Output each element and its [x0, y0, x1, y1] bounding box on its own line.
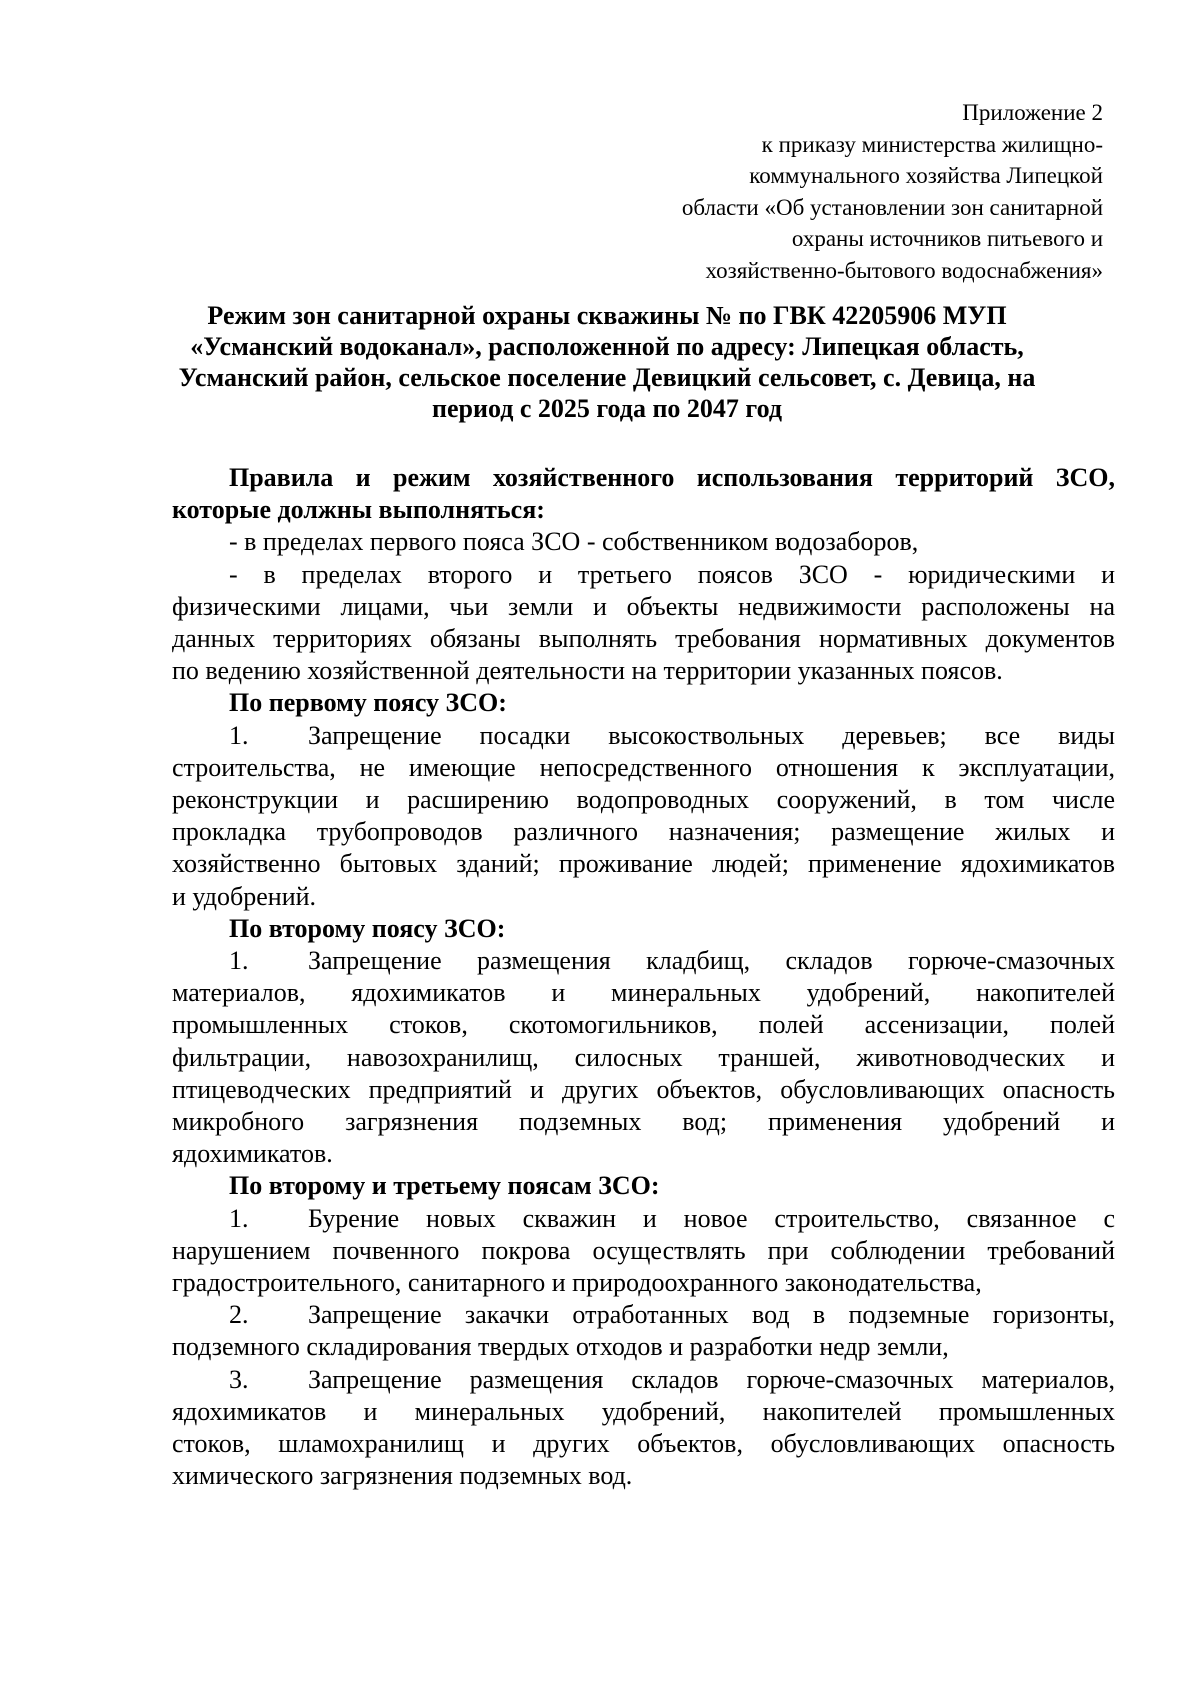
belt23-p3-line: стоков, шламохранилищ и других объектов, обусловливающих опасность: [172, 1429, 1115, 1459]
belt1-p1-line: прокладка трубопроводов различного назначения; размещение жилых и: [172, 817, 1115, 847]
belt23-p3-text: Запрещение размещения складов горюче-смазочных материалов,: [308, 1364, 1115, 1394]
belt23-p2-line: [172, 1299, 1115, 1331]
belt1-p1-text: Запрещение посадки высокоствольных деревьев; все виды: [308, 720, 1115, 750]
belt23-p2-line: подземного складирования твердых отходов и разработки недр земли,: [172, 1332, 949, 1362]
belt23-p3-line: ядохимикатов и минеральных удобрений, накопителей промышленных: [172, 1396, 1115, 1426]
belt1-p1-number: 1.: [229, 720, 249, 750]
belt23-p1-text: Бурение новых скважин и новое строительство, связанное с: [308, 1203, 1115, 1233]
belt1-p1-line: [172, 720, 1115, 752]
appendix-line: Приложение 2: [962, 100, 1103, 125]
rules-item-2-line: физическими лицами, чьи земли и объекты недвижимости расположены на: [172, 591, 1115, 621]
belt2-p1-text: Запрещение размещения кладбищ, складов горюче-смазочных: [308, 946, 1115, 976]
belt23-p3-number: 3.: [229, 1364, 249, 1394]
belt2-p1-line: материалов, ядохимикатов и минеральных удобрений, накопителей: [172, 978, 1115, 1008]
rules-heading-line-2: которые должны выполняться:: [172, 495, 545, 525]
belt2-p1-line: промышленных стоков, скотомогильников, полей ассенизации, полей: [172, 1010, 1115, 1040]
appendix-header: [583, 97, 1103, 286]
belt1-heading: По первому поясу ЗСО:: [229, 688, 507, 718]
belt23-p3-line: химического загрязнения подземных вод.: [172, 1461, 633, 1491]
belt2-p1-line: [172, 945, 1115, 977]
belt1-p1-line: строительства, не имеющие непосредственного отношения к эксплуатации,: [172, 752, 1115, 782]
appendix-line: области «Об установлении зон санитарной: [681, 194, 1103, 220]
belt23-p1-line: градостроительного, санитарного и природоохранного законодательства,: [172, 1268, 982, 1298]
belt2-p1-line: птицеводческих предприятий и других объектов, обусловливающих опасность: [172, 1074, 1115, 1104]
appendix-line: охраны источников питьевого и: [791, 226, 1103, 251]
title-line: «Усманский водоканал», расположенной по адресу: Липецкая область,: [190, 332, 1024, 361]
belt1-p1-line: хозяйственно бытовых зданий; проживание людей; применение ядохимикатов: [172, 849, 1115, 879]
belt2-heading: По второму поясу ЗСО:: [229, 913, 506, 943]
rules-item-2-line: по ведению хозяйственной деятельности на территории указанных поясов.: [172, 656, 1003, 686]
rules-heading-line-1: Правила и режим хозяйственного использования территорий ЗСО,: [229, 463, 1115, 492]
belt23-heading: По второму и третьему поясам ЗСО:: [229, 1171, 660, 1201]
rules-item-2-line: - в пределах второго и третьего поясов ЗСО - юридическими и: [229, 559, 1115, 589]
belt23-p1-number: 1.: [229, 1203, 249, 1233]
belt23-p3-line: [172, 1364, 1115, 1396]
belt23-p1-line: [172, 1203, 1115, 1235]
appendix-line: хозяйственно-бытового водоснабжения»: [705, 257, 1103, 283]
belt1-p1-line: реконструкции и расширению водопроводных сооружений, в том числе: [172, 785, 1115, 815]
belt2-p1-line: фильтрации, навозохранилищ, силосных траншей, животноводческих и: [172, 1042, 1115, 1072]
rules-item-1: - в пределах первого пояса ЗСО - собственником водозаборов,: [229, 527, 919, 557]
rules-item-2-line: данных территориях обязаны выполнять требования нормативных документов: [172, 624, 1115, 654]
belt2-p1-number: 1.: [229, 946, 249, 976]
title-line: Режим зон санитарной охраны скважины № по ГВК 42205906 МУП: [207, 301, 1007, 330]
title-line: период с 2025 года по 2047 год: [431, 394, 782, 423]
belt1-p1-line: и удобрений.: [172, 881, 317, 911]
belt23-p2-text: Запрещение закачки отработанных вод в подземные горизонты,: [308, 1300, 1115, 1330]
belt2-p1-line: микробного загрязнения подземных вод; применения удобрений и: [172, 1107, 1115, 1137]
document-title: [150, 300, 1064, 424]
appendix-line: коммунального хозяйства Липецкой: [749, 163, 1103, 188]
belt23-p2-number: 2.: [229, 1300, 249, 1330]
appendix-line: к приказу министерства жилищно-: [761, 131, 1103, 157]
title-line: Усманский район, сельское поселение Девицкий сельсовет, с. Девица, на: [178, 363, 1036, 392]
belt2-p1-line: ядохимикатов.: [172, 1139, 333, 1169]
belt23-p1-line: нарушением почвенного покрова осуществлять при соблюдении требований: [172, 1235, 1115, 1265]
document-body: [172, 462, 1115, 1493]
